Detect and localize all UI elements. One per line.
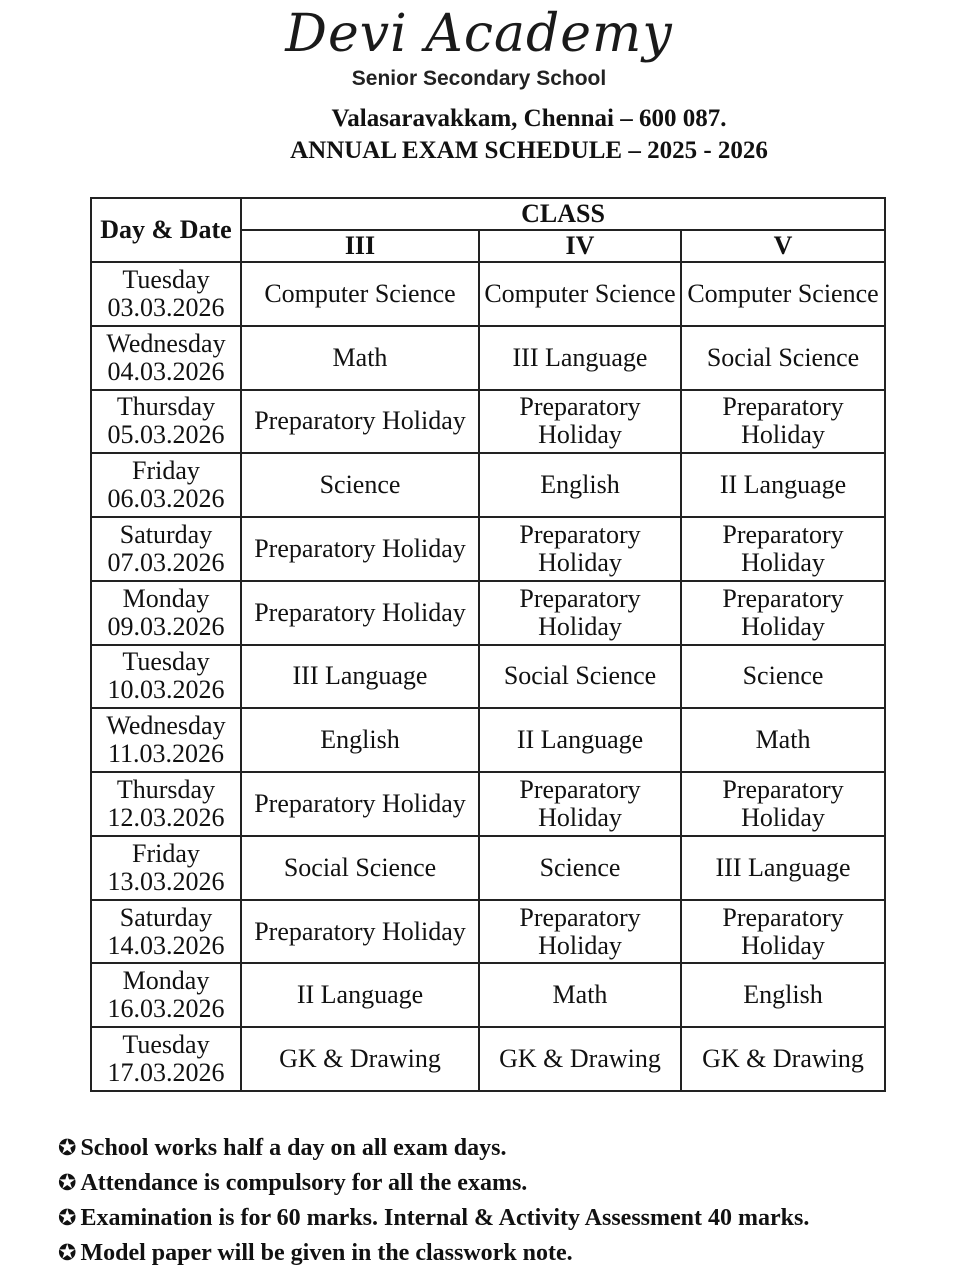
class-iii-cell: Computer Science: [241, 262, 479, 326]
class-iv-cell: II Language: [479, 708, 681, 772]
class-iv-cell: Preparatory Holiday: [479, 772, 681, 836]
class-iii-cell: Social Science: [241, 836, 479, 900]
class-iv-cell: Preparatory Holiday: [479, 390, 681, 454]
class-iv-cell: Computer Science: [479, 262, 681, 326]
class-iv-cell: Social Science: [479, 645, 681, 709]
day-label: Thursday: [116, 392, 216, 422]
class-iv-cell: Math: [479, 963, 681, 1027]
day-date-cell: [91, 517, 241, 581]
school-name: Devi Academy: [285, 4, 673, 64]
class-header: CLASS: [241, 198, 885, 230]
class-v-cell: Preparatory Holiday: [681, 390, 885, 454]
class-iii-cell: II Language: [241, 963, 479, 1027]
table-row: [91, 772, 885, 836]
class-iii-cell: English: [241, 708, 479, 772]
notes-list: [58, 1131, 938, 1271]
date-label: 04.03.2026: [107, 356, 225, 386]
class-v-cell: II Language: [681, 453, 885, 517]
class-iv-cell: Preparatory Holiday: [479, 517, 681, 581]
class-iii-cell: Math: [241, 326, 479, 390]
day-label: Tuesday: [122, 647, 210, 677]
day-date-cell: [91, 836, 241, 900]
table-row: [91, 517, 885, 581]
class-v-cell: Computer Science: [681, 262, 885, 326]
note-text: School works half a day on all exam days.: [80, 1135, 507, 1161]
class-iv-header: IV: [479, 230, 681, 262]
day-label: Friday: [132, 456, 200, 486]
table-row: [91, 581, 885, 645]
class-iv-cell: Preparatory Holiday: [479, 900, 681, 964]
class-iv-cell: Preparatory Holiday: [479, 581, 681, 645]
class-iii-cell: Preparatory Holiday: [241, 581, 479, 645]
class-iv-cell: English: [479, 453, 681, 517]
table-row: [91, 900, 885, 964]
day-date-cell: [91, 772, 241, 836]
class-iii-cell: Science: [241, 453, 479, 517]
note-text: Attendance is compulsory for all the exams.: [80, 1170, 528, 1196]
table-row: [91, 963, 885, 1027]
day-label: Tuesday: [122, 1030, 210, 1060]
class-v-cell: Social Science: [681, 326, 885, 390]
star-icon: ✪: [58, 1136, 77, 1161]
class-iii-cell: GK & Drawing: [241, 1027, 479, 1091]
class-v-cell: Preparatory Holiday: [681, 517, 885, 581]
date-label: 09.03.2026: [107, 611, 225, 641]
class-iv-cell: GK & Drawing: [479, 1027, 681, 1091]
note-text: Examination is for 60 marks. Internal & Activity Assessment 40 marks.: [80, 1205, 810, 1231]
table-row: [91, 262, 885, 326]
class-v-cell: Preparatory Holiday: [681, 581, 885, 645]
day-label: Monday: [122, 966, 210, 996]
day-label: Monday: [122, 583, 210, 613]
date-label: 07.03.2026: [107, 547, 225, 577]
class-iii-cell: III Language: [241, 645, 479, 709]
table-row: [91, 1027, 885, 1091]
class-iii-cell: Preparatory Holiday: [241, 772, 479, 836]
class-iii-cell: Preparatory Holiday: [241, 390, 479, 454]
day-date-cell: [91, 262, 241, 326]
day-label: Saturday: [119, 519, 213, 549]
date-label: 17.03.2026: [107, 1058, 225, 1088]
day-date-cell: [91, 390, 241, 454]
date-label: 12.03.2026: [107, 803, 225, 832]
day-label: Tuesday: [122, 264, 210, 294]
table-row: [91, 645, 885, 709]
date-label: 10.03.2026: [107, 675, 225, 705]
class-v-cell: GK & Drawing: [681, 1027, 885, 1091]
day-date-header: Day & Date: [91, 198, 241, 262]
day-date-cell: [91, 1027, 241, 1091]
table-row: [91, 453, 885, 517]
class-v-cell: III Language: [681, 836, 885, 900]
day-label: Friday: [132, 838, 200, 868]
class-iii-cell: Preparatory Holiday: [241, 517, 479, 581]
class-v-cell: Preparatory Holiday: [681, 772, 885, 836]
class-v-cell: Math: [681, 708, 885, 772]
date-label: 16.03.2026: [107, 994, 225, 1024]
day-date-cell: [91, 645, 241, 709]
day-date-cell: [91, 963, 241, 1027]
note-text: Model paper will be given in the classwork note.: [80, 1240, 573, 1266]
class-v-header: V: [681, 230, 885, 262]
star-icon: ✪: [58, 1206, 77, 1231]
star-icon: ✪: [58, 1241, 77, 1266]
day-label: Wednesday: [106, 711, 226, 741]
day-date-cell: [91, 708, 241, 772]
class-iv-cell: Science: [479, 836, 681, 900]
class-v-cell: English: [681, 963, 885, 1027]
class-iii-header: III: [241, 230, 479, 262]
school-type: Senior Secondary School: [351, 67, 607, 90]
day-label: Wednesday: [106, 328, 226, 358]
note-item: [58, 1131, 938, 1166]
table-row: [91, 708, 885, 772]
class-v-cell: Science: [681, 645, 885, 709]
date-label: 14.03.2026: [107, 930, 225, 960]
note-item: [58, 1201, 938, 1236]
date-label: 03.03.2026: [107, 292, 225, 322]
class-iv-cell: III Language: [479, 326, 681, 390]
day-date-cell: [91, 900, 241, 964]
table-row: [91, 326, 885, 390]
day-label: Thursday: [116, 775, 216, 804]
table-row: [91, 836, 885, 900]
date-label: 13.03.2026: [107, 866, 225, 896]
table-row: [91, 390, 885, 454]
date-label: 05.03.2026: [107, 420, 225, 450]
class-iii-cell: Preparatory Holiday: [241, 900, 479, 964]
date-label: 11.03.2026: [107, 739, 225, 769]
day-date-cell: [91, 453, 241, 517]
day-date-cell: [91, 581, 241, 645]
exam-schedule-table: [90, 197, 886, 1092]
schedule-rows: [91, 262, 885, 1091]
school-address: Valasaravakkam, Chennai – 600 087.: [331, 105, 727, 132]
date-label: 06.03.2026: [107, 484, 225, 514]
schedule-title: ANNUAL EXAM SCHEDULE – 2025 - 2026: [290, 137, 768, 164]
day-label: Saturday: [119, 902, 213, 932]
day-date-cell: [91, 326, 241, 390]
star-icon: ✪: [58, 1171, 77, 1196]
note-item: [58, 1236, 938, 1271]
class-v-cell: Preparatory Holiday: [681, 900, 885, 964]
note-item: [58, 1166, 938, 1201]
